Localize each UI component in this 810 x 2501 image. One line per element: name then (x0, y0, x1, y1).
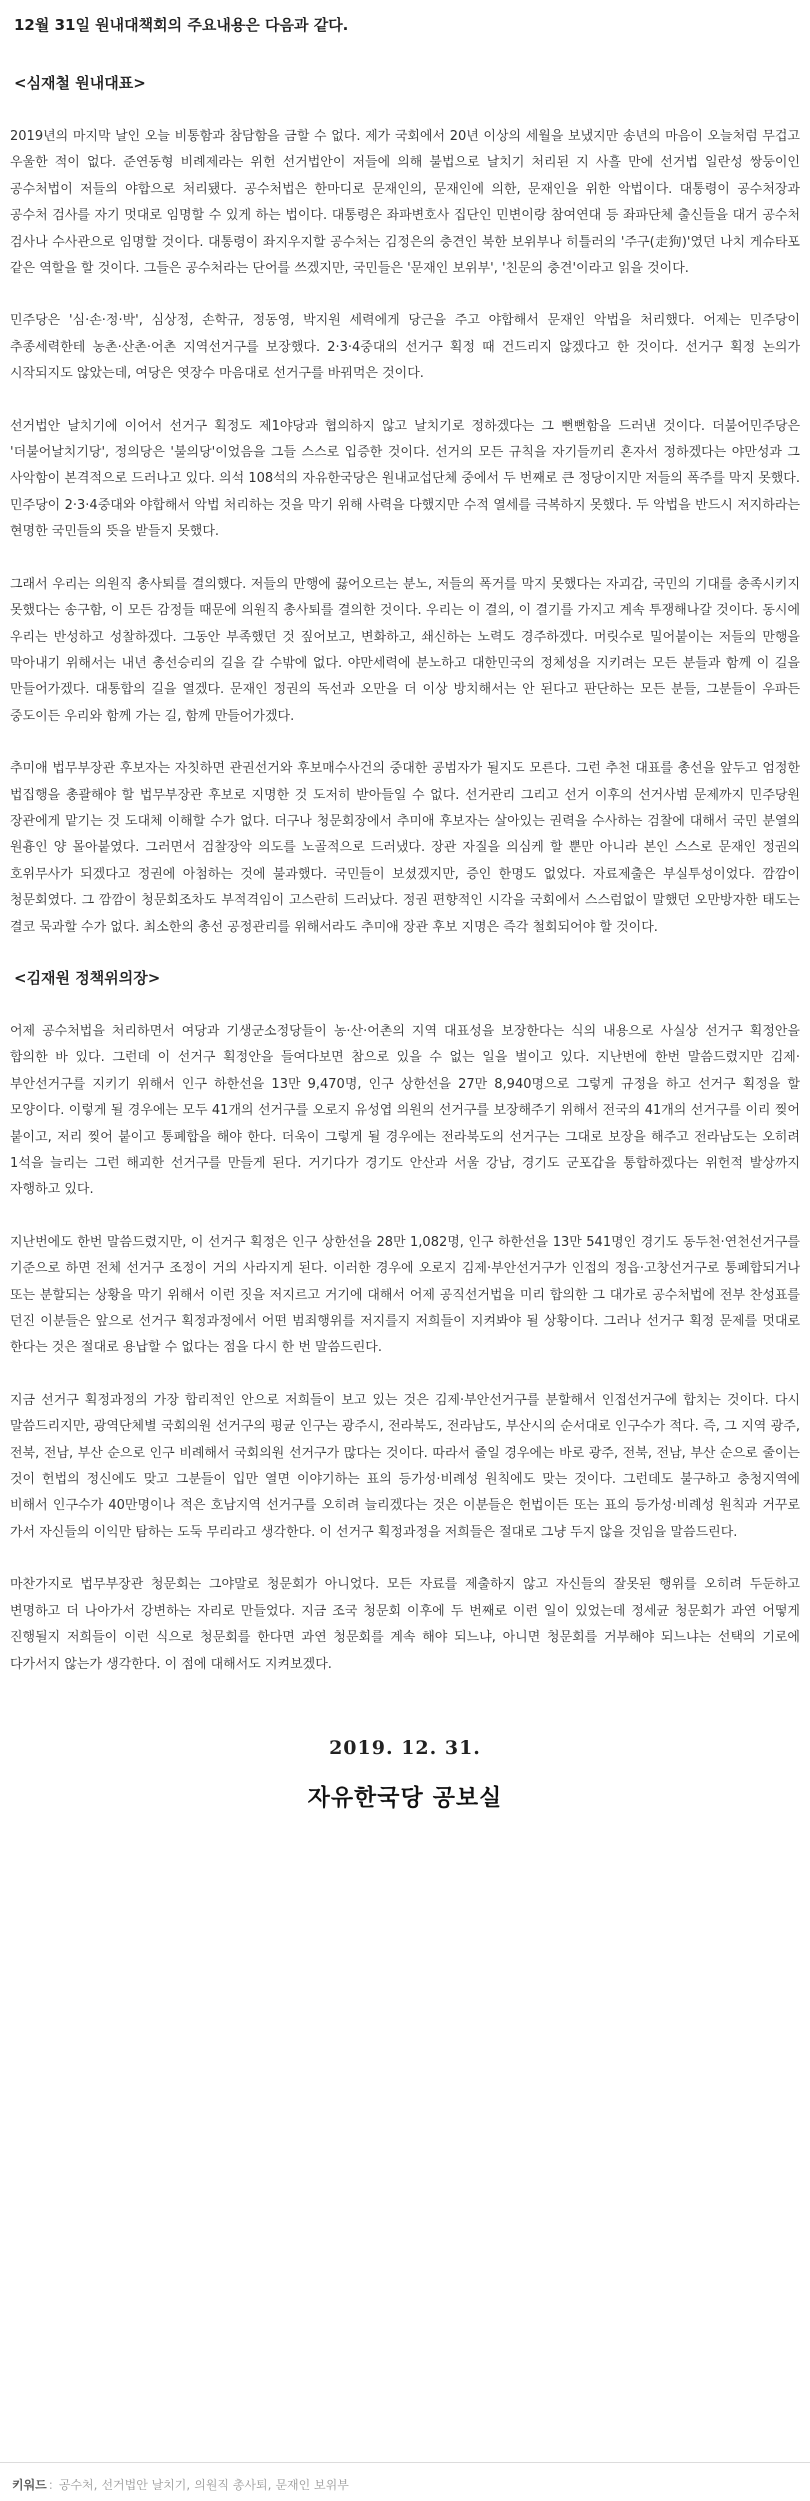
paragraph: 민주당은 '심·손·정·박', 심상정, 손학규, 정동영, 박지원 세력에게 당근을 주고 야합해서 문재인 악법을 처리했다. 어제는 민주당이 추종세력한테 농촌·산촌·어촌 지역선거구를 보장했다. 2·3·4중대의 선거구 획정 때 건드리지 않겠다고 한 것이다. 선거구 획정 논의가 시작되지도 않았는데, 여당은 엿장수 마음대로 선거구를 바꿔먹은 것이다. (10, 313, 800, 382)
issuing-office: 자유한국당 공보실 (307, 1784, 503, 1811)
keyword-link[interactable]: 문재인 보위부 (275, 2478, 349, 2492)
section-heading: <심재철 원내대표> (14, 74, 146, 92)
keyword-bar: 키워드 : 공수처, 선거법안 날치기, 의원직 총사퇴, 문재인 보위부 (0, 2462, 810, 2495)
section-heading: <김재원 정책위의장> (14, 968, 161, 987)
keyword-label: 키워드 (12, 2478, 47, 2492)
keyword-link[interactable]: 의원직 총사퇴 (194, 2478, 268, 2492)
signature-block (10, 1734, 800, 1814)
paragraph: 추미애 법무부장관 후보자는 자칫하면 관권선거와 후보매수사건의 중대한 공범자가 될지도 모른다. 그런 추천 대표를 총선을 앞두고 엄정한 법집행을 총괄해야 할 법무부장관 후보로 지명한 것 도저히 받아들일 수 없다. 선거관리 그리고 선거 이후의 선거사범 문제까지 민주당원 장관에게 맡기는 것 도대체 이해할 수가 없다. 더구나 청문회장에서 추미애 후보자는 살아있는 권력을 수사하는 검찰에 대해서 국민 분열의 원흉인 양 몰아붙였다. 그러면서 검찰장악 의도를 노골적으로 드러냈다. 장관 자질을 의심케 할 뿐만 아니라 본인 스스로 문재인 정권의 호위무사가 되겠다고 정권에 아첨하는 것에 불과했다. 국민들이 보셨겠지만, 증인 한명도 없었다. 자료제출은 부실투성이었다. 깜깜이 청문회였다. 그 깜깜이 청문회조차도 부적격임이 고스란히 드러났다. 정권 편향적인 시각을 국회에서 스스럼없이 말했던 오만방자한 태도는 결코 묵과할 수가 없다. 최소한의 총선 공정관리를 위해서라도 추미애 장관 후보 지명은 즉각 철회되어야 할 것이다. (10, 761, 800, 935)
paragraph: 지금 선거구 획정과정의 가장 합리적인 안으로 저희들이 보고 있는 것은 김제·부안선거구를 분할해서 인접선거구에 합치는 것이다. 다시 말씀드리지만, 광역단체별 국회의원 선거구의 평균 인구는 광주시, 전라북도, 전라남도, 부산시의 순서대로 인구수가 적다. 즉, 그 지역 광주, 전북, 전남, 부산 순으로 인구 비례해서 국회의원 선거구가 많다는 것이다. 따라서 줄일 경우에는 바로 광주, 전북, 전남, 부산 순으로 줄이는 것이 헌법의 정신에도 맞고 그분들이 입만 열면 이야기하는 표의 등가성·비례성 원칙에도 맞는 것이다. 그런데도 불구하고 충청지역에 비해서 인구수가 40만명이나 적은 호남지역 선거구를 오히려 늘리겠다는 것은 이분들은 헌법이든 또는 표의 등가성·비례성 원칙과 거꾸로 가서 자신들의 이익만 탐하는 도둑 무리라고 생각한다. 이 선거구 획정과정을 저희들은 절대로 그냥 두지 않을 것임을 말씀드린다. (10, 1392, 800, 1540)
keyword-link[interactable]: 선거법안 날치기 (101, 2478, 187, 2492)
paragraph: 지난번에도 한번 말씀드렸지만, 이 선거구 획정은 인구 상한선을 28만 1,082명, 인구 하한선을 13만 541명인 경기도 동두천·연천선거구를 기준으로 하면 전체 선거구 조정이 거의 사라지게 된다. 이러한 경우에 오로지 김제·부안선거구가 인접의 정읍·고창선거구로 통폐합되거나 또는 분할되는 상황을 막기 위해서 이런 짓을 저지르고 거기에 대해서 어제 공직선거법을 미리 합의한 그 대가로 공수처법에 전부 찬성표를 던진 이분들은 앞으로 선거구 획정과정에서 어떤 범죄행위를 저지를지 저희들이 지켜봐야 될 상황이다. 그러나 선거구 획정 문제를 멋대로 한다는 것은 절대로 용납할 수 없다는 점을 다시 한 번 말씀드린다. (10, 1234, 800, 1356)
section-policy-chief (10, 967, 800, 1678)
section-floor-leader (10, 72, 800, 941)
keyword-link[interactable]: 공수처 (58, 2478, 94, 2492)
paragraph: 2019년의 마지막 날인 오늘 비통함과 참담함을 금할 수 없다. 제가 국회에서 20년 이상의 세월을 보냈지만 송년의 마음이 오늘처럼 무겁고 우울한 적이 없다. 준연동형 비례제라는 위헌 선거법안이 저들에 의해 불법으로 날치기 처리된 지 사흘 만에 선거법 일란성 쌍둥이인 공수처법이 저들의 야합으로 처리됐다. 공수처법은 한마디로 문재인의, 문재인에 의한, 문재인을 위한 악법이다. 대통령이 공수처장과 공수처 검사를 자기 멋대로 임명할 수 있게 하는 법이다. 대통령은 좌파변호사 집단인 민변이랑 참여연대 등 좌파단체 출신들을 대거 공수처 검사나 수사관으로 임명할 것이다. 대통령이 좌지우지할 공수처는 김정은의 충견인 북한 보위부나 히틀러의 '주구(走狗)'였던 나치 게슈타포 같은 역할을 할 것이다. 그들은 공수처라는 단어를 쓰겠지만, 국민들은 '문재인 보위부', '친문의 충견'이라고 읽을 것이다. (10, 129, 800, 277)
intro-line: 12월 31일 원내대책회의 주요내용은 다음과 같다. (14, 16, 349, 34)
paragraph: 어제 공수처법을 처리하면서 여당과 기생군소정당들이 농·산·어촌의 지역 대표성을 보장한다는 식의 내용으로 사실상 선거구 획정안을 합의한 바 있다. 그런데 이 선거구 획정안을 들여다보면 참으로 있을 수 없는 일을 벌이고 있다. 지난번에 한번 말씀드렸지만 김제·부안선거구를 지키기 위해서 인구 하한선을 13만 9,470명, 인구 상한선을 27만 8,940명으로 그렇게 규정을 하고 선거구 획정을 할 모양이다. 이렇게 될 경우에는 모두 41개의 선거구를 오로지 유성엽 의원의 선거구를 보장해주기 위해서 전국의 41개의 선거구를 이리 찢어 붙이고, 저리 찢어 붙이고 통폐합을 해야 한다. 더욱이 그렇게 될 경우에는 전라북도의 선거구는 그대로 보장을 해주고 전라남도는 오히려 1석을 늘리는 그런 해괴한 선거구를 만들게 된다. 거기다가 경기도 안산과 서울 강남, 경기도 군포갑을 통합하겠다는 위헌적 발상까지 자행하고 있다. (10, 1023, 800, 1198)
paragraph: 그래서 우리는 의원직 총사퇴를 결의했다. 저들의 만행에 끓어오르는 분노, 저들의 폭거를 막지 못했다는 자괴감, 국민의 기대를 충족시키지 못했다는 송구함, 이 모든 감정들 때문에 의원직 총사퇴를 결의한 것이다. 우리는 이 결의, 이 결기를 가지고 계속 투쟁해나갈 것이다. 동시에 우리는 반성하고 성찰하겠다. 그동안 부족했던 것 짚어보고, 변화하고, 쇄신하는 노력도 경주하겠다. 머릿수로 밀어붙이는 저들의 만행을 막아내기 위해서는 내년 총선승리의 길을 갈 수밖에 없다. 야만세력에 분노하고 대한민국의 정체성을 지키려는 모든 분들과 함께 이 길을 만들어가겠다. 대통합의 길을 열겠다. 문재인 정권의 독선과 오만을 더 이상 방치해서는 안 된다고 판단하는 모든 분들, 그분들이 우파든 중도이든 우리와 함께 가는 길, 함께 만들어가겠다. (10, 576, 800, 724)
release-date: 2019. 12. 31. (329, 1736, 481, 1759)
paragraph: 마찬가지로 법무부장관 청문회는 그야말로 청문회가 아니었다. 모든 자료를 제출하지 않고 자신들의 잘못된 행위를 오히려 두둔하고 변명하고 더 나아가서 강변하는 자리로 만들었다. 지금 조국 청문회 이후에 두 번째로 이런 일이 있었는데 정세균 청문회가 과연 어떻게 진행될지 저희들이 이런 식으로 청문회를 한다면 과연 청문회를 계속 해야 되느냐, 아니면 청문회를 거부해야 되느냐는 선택의 기로에 다가서지 않는가 생각한다. 이 점에 대해서도 지켜보겠다. (10, 1577, 800, 1672)
paragraph: 선거법안 날치기에 이어서 선거구 획정도 제1야당과 협의하지 않고 날치기로 정하겠다는 그 뻔뻔함을 드러낸 것이다. 더불어민주당은 '더불어날치기당', 정의당은 '불의당'이었음을 그들 스스로 입증한 것이다. 선거의 모든 규칙을 자기들끼리 혼자서 정하겠다는 야만성과 그 사악함이 본격적으로 드러나고 있다. 의석 108석의 자유한국당은 원내교섭단체 중에서 두 번째로 큰 정당이지만 저들의 폭주를 막지 못했다. 민주당이 2·3·4중대와 야합해서 악법 처리하는 것을 막기 위해 사력을 다했지만 수적 열세를 극복하지 못했다. 두 악법을 반드시 저지하라는 현명한 국민들의 뜻을 받들지 못했다. (10, 418, 800, 540)
